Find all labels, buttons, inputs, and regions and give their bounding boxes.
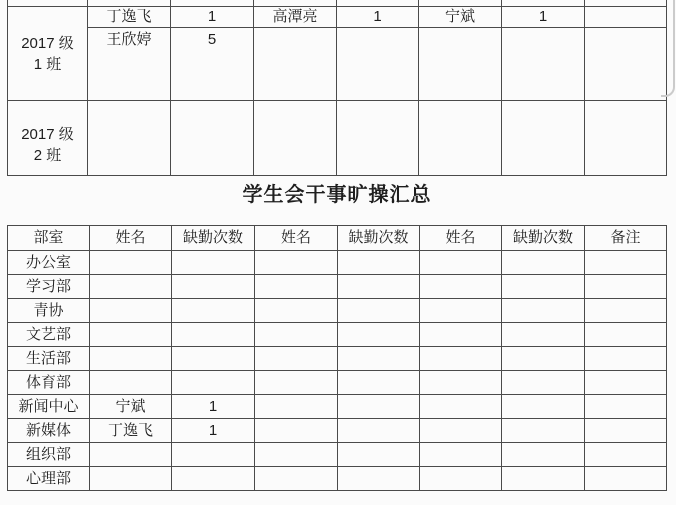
class-2-label-cell — [8, 101, 88, 176]
table-row — [8, 395, 667, 419]
header-row — [8, 226, 667, 251]
note-cell — [585, 7, 667, 28]
absence-count-cell: 1 — [172, 395, 255, 419]
page-title: 学生会干事旷操汇总 — [242, 184, 432, 206]
column-header-name: 姓名 — [90, 226, 172, 251]
column-header-name: 姓名 — [255, 226, 338, 251]
class-label-line1: 2017 级 — [21, 126, 74, 143]
student-name-cell — [254, 101, 337, 176]
staff-name-cell — [420, 443, 502, 467]
absence-count-cell: 5 — [171, 28, 254, 101]
note-cell — [585, 275, 667, 299]
class-label-line2: 2 班 — [33, 147, 62, 164]
absence-count-cell — [502, 347, 585, 371]
student-name-cell — [254, 28, 337, 101]
staff-name-cell — [90, 347, 172, 371]
note-cell — [585, 323, 667, 347]
department-cell: 文艺部 — [8, 323, 90, 347]
absence-count-cell — [502, 299, 585, 323]
class2-row — [8, 101, 667, 176]
class-label — [8, 124, 87, 166]
note-cell — [585, 299, 667, 323]
class-label-line2: 1 班 — [33, 55, 62, 73]
absence-count-cell — [338, 395, 420, 419]
absence-count-cell — [172, 467, 255, 491]
absence-count-cell: 1 — [172, 419, 255, 443]
student-name-cell: 丁逸飞 — [88, 7, 171, 28]
absence-count-cell — [502, 251, 585, 275]
staff-name-cell — [255, 323, 338, 347]
staff-name-cell — [255, 419, 338, 443]
absence-count-cell — [338, 443, 420, 467]
staff-name-cell — [255, 251, 338, 275]
staff-name-cell — [420, 419, 502, 443]
absence-count-cell: 1 — [171, 7, 254, 28]
absence-count-cell — [502, 275, 585, 299]
student-name-cell — [88, 101, 171, 176]
table-row — [8, 467, 667, 491]
table-row — [8, 419, 667, 443]
staff-name-cell — [420, 347, 502, 371]
staff-name-cell — [255, 395, 338, 419]
department-cell: 学习部 — [8, 275, 90, 299]
absence-count-cell — [172, 299, 255, 323]
note-cell — [585, 467, 667, 491]
absence-count-cell — [172, 323, 255, 347]
absence-count-cell — [502, 101, 585, 176]
absence-count-cell — [337, 28, 419, 101]
class-label-line1: 2017 级 — [21, 34, 74, 52]
class-absence-table — [7, 0, 667, 176]
absence-count-cell — [338, 275, 420, 299]
absence-count-cell — [338, 251, 420, 275]
absence-count-cell — [338, 467, 420, 491]
absence-count-cell — [338, 371, 420, 395]
table-row — [8, 251, 667, 275]
staff-name-cell — [90, 323, 172, 347]
column-header-note: 备注 — [585, 226, 667, 251]
column-header-count: 缺勤次数 — [338, 226, 420, 251]
staff-name-cell — [255, 275, 338, 299]
staff-name-cell — [255, 299, 338, 323]
staff-name-cell — [420, 467, 502, 491]
absence-count-cell — [502, 443, 585, 467]
staff-name-cell — [255, 347, 338, 371]
note-cell — [585, 347, 667, 371]
staff-name-cell — [90, 275, 172, 299]
table-row — [8, 443, 667, 467]
staff-name-cell — [90, 443, 172, 467]
staff-name-cell — [255, 443, 338, 467]
note-cell — [585, 443, 667, 467]
staff-name-cell — [420, 371, 502, 395]
absence-count-cell: 1 — [502, 7, 585, 28]
student-name-cell: 宁斌 — [419, 7, 502, 28]
absence-count-cell — [502, 28, 585, 101]
department-cell: 办公室 — [8, 251, 90, 275]
department-cell: 心理部 — [8, 467, 90, 491]
absence-count-cell — [502, 419, 585, 443]
staff-name-cell — [420, 275, 502, 299]
absence-count-cell — [502, 323, 585, 347]
absence-count-cell — [172, 347, 255, 371]
staff-name-cell — [90, 371, 172, 395]
absence-count-cell — [172, 275, 255, 299]
absence-count-cell — [502, 371, 585, 395]
column-header-name: 姓名 — [420, 226, 502, 251]
department-cell: 生活部 — [8, 347, 90, 371]
student-name-cell: 王欣婷 — [88, 28, 171, 101]
department-cell: 新媒体 — [8, 419, 90, 443]
column-header-count: 缺勤次数 — [172, 226, 255, 251]
absence-count-cell — [171, 101, 254, 176]
table-row — [8, 347, 667, 371]
absence-count-cell — [338, 323, 420, 347]
absence-count-cell — [172, 443, 255, 467]
absence-count-cell — [338, 299, 420, 323]
absence-count-cell — [338, 347, 420, 371]
class1-row-1 — [8, 7, 667, 28]
department-cell: 青协 — [8, 299, 90, 323]
column-header-count: 缺勤次数 — [502, 226, 585, 251]
absence-count-cell — [502, 395, 585, 419]
student-name-cell: 高潭亮 — [254, 7, 337, 28]
staff-name-cell — [90, 467, 172, 491]
note-cell — [585, 28, 667, 101]
staff-name-cell — [420, 299, 502, 323]
staff-name-cell: 宁斌 — [90, 395, 172, 419]
department-cell: 新闻中心 — [8, 395, 90, 419]
note-cell — [585, 251, 667, 275]
class-1-label-cell — [8, 7, 88, 101]
staff-name-cell — [90, 299, 172, 323]
absence-count-cell: 1 — [337, 7, 419, 28]
absence-count-cell — [172, 251, 255, 275]
table-row — [8, 299, 667, 323]
staff-name-cell — [420, 323, 502, 347]
note-cell — [585, 419, 667, 443]
department-cell: 体育部 — [8, 371, 90, 395]
staff-absence-table — [7, 225, 667, 491]
column-header-dept: 部室 — [8, 226, 90, 251]
student-name-cell — [419, 28, 502, 101]
absence-count-cell — [502, 467, 585, 491]
staff-name-cell: 丁逸飞 — [90, 419, 172, 443]
table-row — [8, 371, 667, 395]
note-cell — [585, 395, 667, 419]
staff-name-cell — [420, 251, 502, 275]
absence-count-cell — [172, 371, 255, 395]
class-label — [8, 33, 87, 75]
staff-name-cell — [90, 251, 172, 275]
absence-count-cell — [337, 101, 419, 176]
photo-frame-edge — [661, 0, 675, 97]
table-row — [8, 323, 667, 347]
note-cell — [585, 371, 667, 395]
class1-row-2 — [8, 28, 667, 101]
absence-count-cell — [338, 419, 420, 443]
staff-name-cell — [420, 395, 502, 419]
staff-name-cell — [255, 371, 338, 395]
department-cell: 组织部 — [8, 443, 90, 467]
note-cell — [585, 101, 667, 176]
student-name-cell — [419, 101, 502, 176]
table-row — [8, 275, 667, 299]
staff-name-cell — [255, 467, 338, 491]
